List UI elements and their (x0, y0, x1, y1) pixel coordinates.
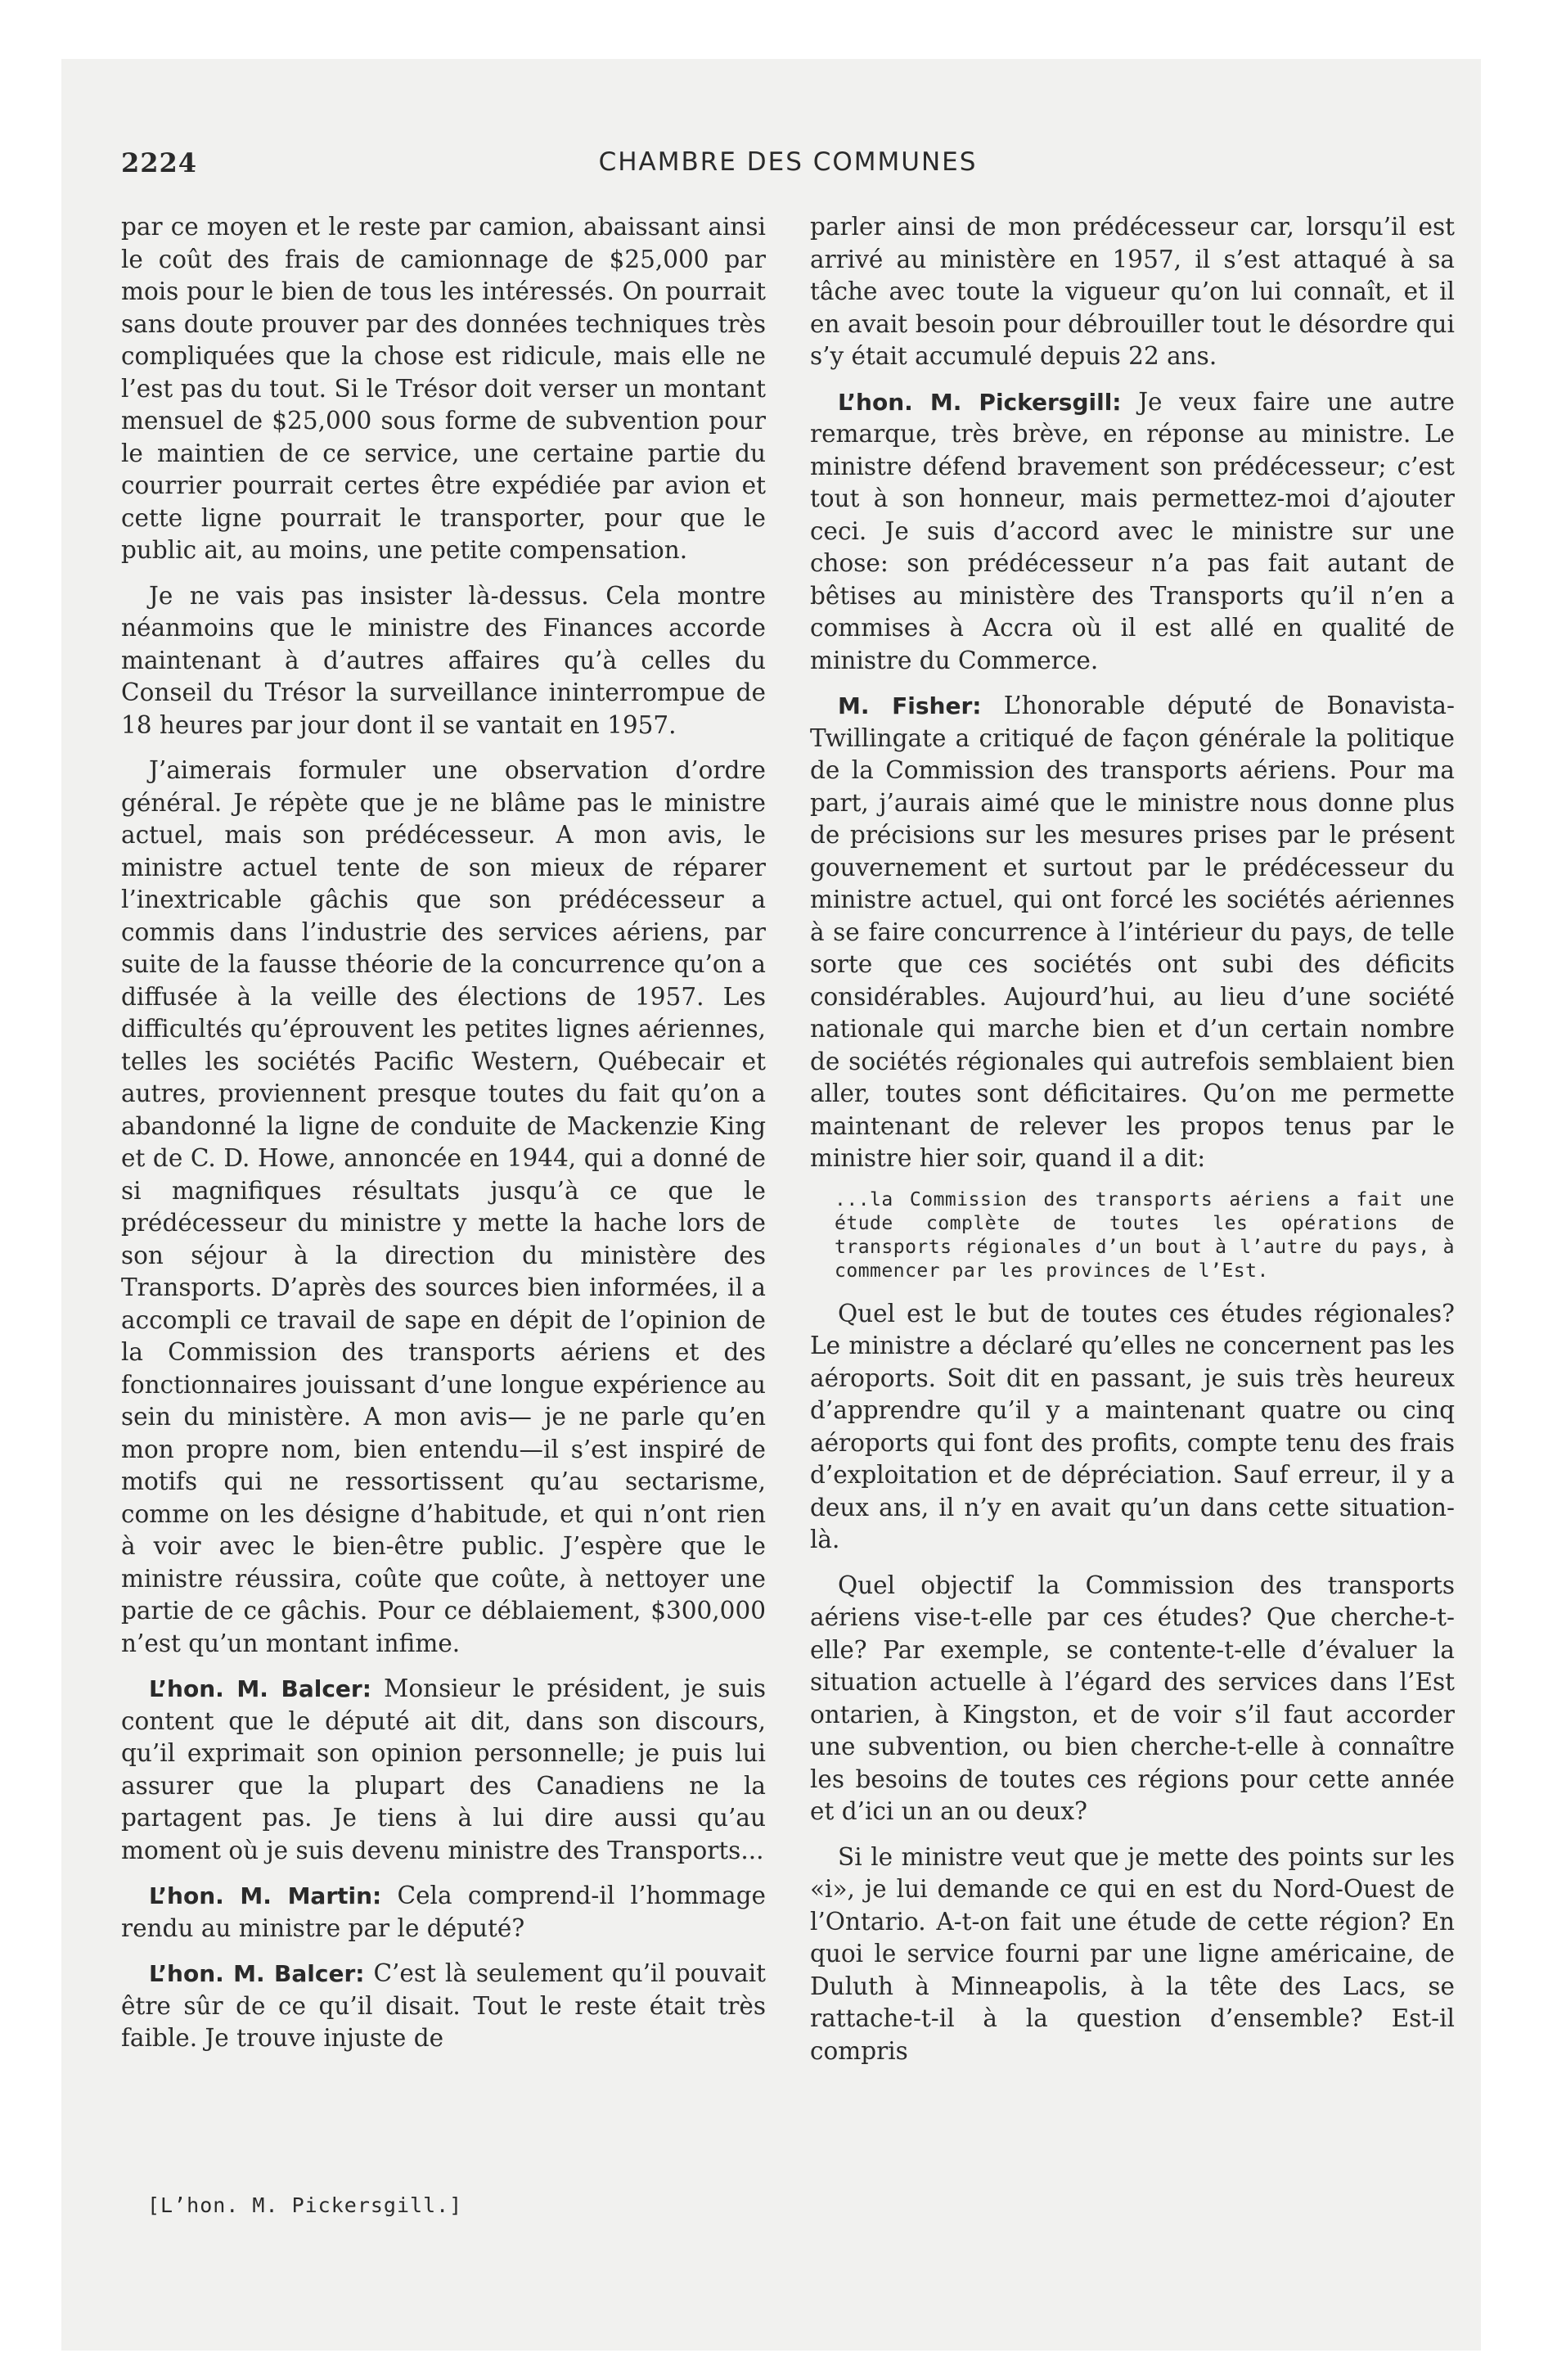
speech-paragraph (121, 1673, 766, 1867)
speech-paragraph (810, 690, 1455, 1175)
paragraph: parler ainsi de mon prédécesseur car, lorsqu’il est arrivé au ministère en 1957, il s’est attaqué à sa tâche avec toute la vigueur qu’on lui connaît, et il en avait besoin pour débrouiller tout le désordre qui s’y était accumulé depuis 22 ans. (810, 213, 1455, 370)
speech-paragraph (121, 1958, 766, 2055)
speech-text: Je veux faire une autre remarque, très brève, en réponse au ministre. Le ministre défend bravement son prédécesseur; c’est tout à son honneur, mais permettez-moi d’ajouter ceci. Je suis d’accord avec le ministre sur une chose: son prédécesseur n’a pas fait autant de bêtises au ministère des Transports qu’il n’en a commises à Accra où il est allé en qualité de ministre du Commerce. (810, 387, 1456, 674)
paragraph: par ce moyen et le reste par camion, abaissant ainsi le coût des frais de camionnage de $25,000 par mois pour le bien de tous les intéressés. On pourrait sans doute prouver par des données techniques très compliquées que la chose est ridicule, mais elle ne l’est pas du tout. Si le Trésor doit verser un montant mensuel de $25,000 sous forme de subvention pour le maintien de ce service, une certaine partie du courrier pourrait certes être expédiée par avion et cette ligne pourrait le transporter, pour que le public ait, au moins, une petite compensation. (121, 213, 766, 564)
speech-text: Cela comprend-il l’hommage rendu au ministre par le député? (121, 1882, 766, 1942)
block-quote: ...la Commission des transports aériens a fait une étude complète de toutes les opérations de transports régionales d’un bout à l’autre du pays, à commencer par les provinces de l’Est. (835, 1188, 1455, 1282)
speaker-name: M. Fisher: (838, 692, 982, 719)
speaker-name: L’hon. M. Balcer: (149, 1960, 365, 1987)
speech-text: L’honorable député de Bonavista-Twillingate a critiqué de façon générale la politique de la Commission des transports aériens. Pour ma part, j’aurais aimé que le ministre nous donne plus de précisions sur les mesures prises par le présent gouvernement et surtout par le prédécesseur du ministre actuel, qui ont forcé les sociétés aériennes à se faire concurrence à l’intérieur du pays, de telle sorte que ces sociétés ont subi des déficits considérables. Aujourd’hui, au lieu d’une société nationale qui marche bien et d’un certain nombre de sociétés régionales qui autrefois semblaient bien aller, toutes sont déficitaires. Qu’on me permette maintenant de relever les propos tenus par le ministre hier soir, quand il a dit: (810, 692, 1455, 1172)
speaker-name: L’hon. M. Martin: (149, 1882, 382, 1909)
paragraph: Quel objectif la Commission des transports aériens vise-t-elle par ces études? Que cherche-t-elle? Par exemple, se contente-t-elle d’évaluer la situation actuelle à l’égard des services dans l’Est ontarien, à Kingston, et de voir s’il faut accorder une subvention, ou bien cherche-t-elle à connaître les besoins de toutes ces régions pour cette année et d’ici un an ou deux? (810, 1571, 1455, 1825)
paragraph: Si le ministre veut que je mette des points sur les «i», je lui demande ce qui en est du Nord-Ouest de l’Ontario. A-t-on fait une étude de cette région? En quoi le service fourni par une ligne américaine, de Duluth à Minneapolis, à la tête des Lacs, se rattache-t-il à la question d’ensemble? Est-il compris (810, 1842, 1455, 2065)
speech-text: C’est là seulement qu’il pouvait être sûr de ce qu’il disait. Tout le reste était très faible. Je trouve injuste de (121, 1959, 767, 2052)
running-title: CHAMBRE DES COMMUNES (598, 147, 978, 177)
footer-speaker-note: [L’hon. M. Pickersgill.] (147, 2193, 463, 2217)
left-column (121, 211, 766, 2068)
paragraph: Quel est le but de toutes ces études régionales? Le ministre a déclaré qu’elles ne concernent pas les aéroports. Soit dit en passant, je suis très heureux d’apprendre qu’il y a maintenant quatre ou cinq aéroports qui font des profits, compte tenu des frais d’exploitation et de dépréciation. Sauf erreur, il y a deux ans, il n’y en avait qu’un dans cette situation-là. (810, 1299, 1455, 1553)
right-column (810, 211, 1455, 2080)
page-header (121, 147, 1455, 188)
speaker-name: L’hon. M. Pickersgill: (838, 388, 1122, 416)
page-number: 2224 (121, 147, 198, 178)
paragraph: Je ne vais pas insister là-dessus. Cela montre néanmoins que le ministre des Finances accorde maintenant à d’autres affaires qu’à celles du Conseil du Trésor la surveillance ininterrompue de 18 heures par jour dont il se vantait en 1957. (121, 581, 766, 739)
paragraph: J’aimerais formuler une observation d’ordre général. Je répète que je ne blâme pas le ministre actuel, mais son prédécesseur. A mon avis, le ministre actuel tente de son mieux de réparer l’inextricable gâchis que son prédécesseur a commis dans l’industrie des services aériens, par suite de la fausse théorie de la concurrence qu’on a diffusée à la veille des élections de 1957. Les difficultés qu’éprouvent les petites lignes aériennes, telles les sociétés Pacific Western, Québecair et autres, proviennent presque toutes du fait qu’on a abandonné la ligne de conduite de Mackenzie King et de C. D. Howe, annoncée en 1944, qui a donné de si magnifiques résultats jusqu’à ce que le prédécesseur du ministre y mette la hache lors de son séjour à la direction du ministère des Transports. D’après des sources bien informées, il a accompli ce travail de sape en dépit de l’opinion de la Commission des transports aériens et des fonctionnaires jouissant d’une longue expérience au sein du ministère. A mon avis— je ne parle qu’en mon propre nom, bien entendu—il s’est inspiré de motifs qui ne ressortissent qu’au sectarisme, comme on les désigne d’habitude, et qui n’ont rien à voir avec le bien-être public. J’espère que le ministre réussira, coûte que coûte, à nettoyer une partie de ce gâchis. Pour ce déblaiement, $300,000 n’est qu’un montant infime. (121, 756, 766, 1657)
speech-text: Monsieur le président, je suis content que le député ait dit, dans son discours, qu’il exprimait son opinion personnelle; je puis lui assurer que la plupart des Canadiens ne la partagent pas. Je tiens à lui dire aussi qu’au moment où je suis devenu ministre des Transports... (121, 1675, 766, 1864)
speaker-name: L’hon. M. Balcer: (149, 1675, 371, 1702)
speech-paragraph (121, 1880, 766, 1945)
speech-paragraph (810, 386, 1455, 678)
